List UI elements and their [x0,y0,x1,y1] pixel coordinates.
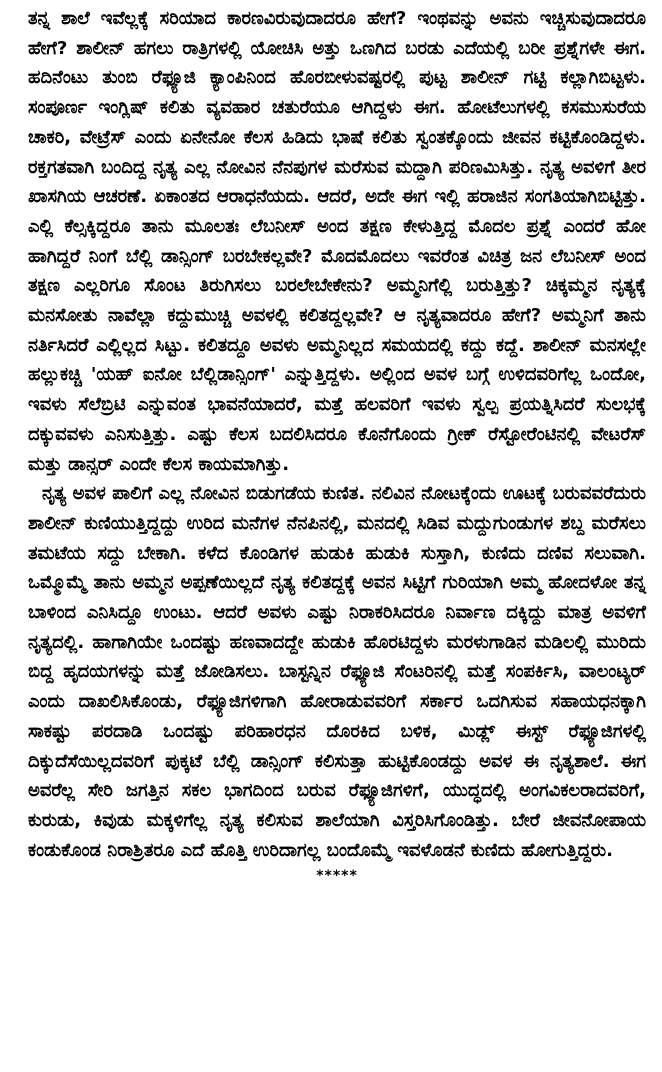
paragraph-2: ನೃತ್ಯ ಅವಳ ಪಾಲಿಗೆ ಎಲ್ಲ ನೋವಿನ ಬಿಡುಗಡೆಯ ಕುಣಿತ. ನಲಿವಿನ ನೋಟಕ್ಕೆಂದು ಊಟಕ್ಕೆ ಬರುವವರೆದುರು ಶಾಲೀನ್ ಕುಣಿಯುತ್ತಿದ್ದದ್ದು ಉರಿದ ಮನೆಗಳ ನೆನಪಿನಲ್ಲಿ, ಮನದಲ್ಲಿ ಸಿಡಿವ ಮದ್ದುಗುಂಡುಗಳ ಶಬ್ದ ಮರೆಸಲು ತಮಟೆಯ ಸದ್ದು ಬೇಕಾಗಿ. ಕಳೆದ ಕೊಂಡಿಗಳ ಹುಡುಕಿ ಹುಡುಕಿ ಸುಸ್ತಾಗಿ, ಕುಣಿದು ದಣಿವ ಸಲುವಾಗಿ. ಒಮ್ಮೊಮ್ಮೆ ತಾನು ಅಮ್ಮನ ಅಪ್ಪಣೆಯಿಲ್ಲದೆ ನೃತ್ಯ ಕಲಿತದ್ದಕ್ಕೆ ಅವನ ಸಿಟ್ಟಿಗೆ ಗುರಿಯಾಗಿ ಅಮ್ಮ ಹೋದಳೋ ತನ್ನ ಬಾಳಿಂದ ಎನಿಸಿದ್ದೂ ಉಂಟು. ಆದರೆ ಅವಳು ಎಷ್ಟು ನಿರಾಕರಿಸಿದರೂ ನಿರ್ವಾಣ ದಕ್ಕಿದ್ದು ಮಾತ್ರ ಅವಳಿಗೆ ನೃತ್ಯದಲ್ಲಿ. ಹಾಗಾಗಿಯೇ ಒಂದಷ್ಟು ಹಣವಾದದ್ದೇ ಹುಡುಕಿ ಹೊರಟಿದ್ದಳು ಮರಳುಗಾಡಿನ ಮಡಿಲಲ್ಲಿ ಮುರಿದು ಬಿದ್ದ ಹೃದಯಗಳನ್ನು ಮತ್ತೆ ಜೋಡಿಸಲು. ಬಾಸ್ಟನ್ನಿನ ರೆಫ್ಯೂಜಿ ಸೆಂಟರಿನಲ್ಲಿ ಮತ್ತೆ ಸಂಪರ್ಕಿಸಿ, ವಾಲಂಟ್ಯರ್ ಎಂದು ದಾಖಲಿಸಿಕೊಂಡು, ರೆಫ್ಯೂಜಿಗಳಿಗಾಗಿ ಹೋರಾಡುವವರಿಗೆ ಸರ್ಕಾರ ಒದಗಿಸುವ ಸಹಾಯಧನಕ್ಕಾಗಿ ಸಾಕಷ್ಟು ಪರದಾಡಿ ಒಂದಷ್ಟು ಪರಿಹಾರಧನ ದೊರಕಿದ ಬಳಿಕ, ಮಿಡ್ಲ್ ಈಸ್ಟ್ ರೆಫ್ಯೂಜಿಗಳಲ್ಲಿ ದಿಕ್ಕುದೆಸೆಯಿಲ್ಲದವರಿಗೆ ಪುಕ್ಕಟೆ ಬೆಲ್ಲಿ ಡಾನ್ಸಿಂಗ್ ಕಲಿಸುತ್ತಾ ಹುಟ್ಟಿಕೊಂಡದ್ದು ಅವಳ ಈ ನೃತ್ಯಶಾಲೆ. ಈಗ ಅವರೆಲ್ಲ ಸೇರಿ ಜಗತ್ತಿನ ಸಕಲ ಭಾಗದಿಂದ ಬರುವ ರೆಫ್ಯೂಜಿಗಳಿಗೆ, ಯುದ್ಧದಲ್ಲಿ ಅಂಗವಿಕಲರಾದವರಿಗೆ, ಕುರುಡು, ಕಿವುಡು ಮಕ್ಕಳಿಗೆಲ್ಲ ನೃತ್ಯ ಕಲಿಸುವ ಶಾಲೆಯಾಗಿ ವಿಸ್ತರಿಸಿಗೊಂಡಿತ್ತು. ಬೇರೆ ಜೀವನೋಪಾಯ ಕಂಡುಕೊಂಡ ನಿರಾಶ್ರಿತರೂ ಎದೆ ಹೊತ್ತಿ ಉರಿದಾಗಲ್ಲ ಬಂದೊಮ್ಮೆ ಇವಳೊಡನೆ ಕುಣಿದು ಹೋಗುತ್ತಿದ್ದರು. [28,483,646,861]
paragraph-1: ತನ್ನ ಶಾಲೆ ಇವೆಲ್ಲಕ್ಕೆ ಸರಿಯಾದ ಕಾರಣವಿರುವುದಾದರೂ ಹೇಗೆ? ಇಂಥವನ್ನು ಅವನು ಇಚ್ಚಿಸುವುದಾದರೂ ಹೇಗೆ? ಶಾಲೀನ್ ಹಗಲು ರಾತ್ರಿಗಳಲ್ಲಿ ಯೋಚಿಸಿ ಅತ್ತು ಒಣಗಿದ ಬರಡು ಎದೆಯಲ್ಲಿ ಬರೀ ಪ್ರಶ್ನೆಗಳೇ ಈಗ. ಹದಿನೆಂಟು ತುಂಬಿ ರೆಫ್ಯೂಜಿ ಕ್ಯಾಂಪಿನಿಂದ ಹೊರಬೀಳುವಷ್ಟರಲ್ಲಿ ಪುಟ್ಟ ಶಾಲೀನ್ ಗಟ್ಟಿ ಕಲ್ಲಾಗಿಬಿಟ್ಟಳು. ಸಂಪೂರ್ಣ ಇಂಗ್ಲಿಷ್ ಕಲಿತು ವ್ಯವಹಾರ ಚತುರೆಯೂ ಆಗಿದ್ದಳು ಈಗ. ಹೋಟೆಲುಗಳಲ್ಲಿ ಕಸಮುಸುರೆಯ ಚಾಕರಿ, ವೇಟ್ರೆಸ್ ಎಂದು ಏನೇನೋ ಕೆಲಸ ಹಿಡಿದು ಭಾಷೆ ಕಲಿತು ಸ್ವಂತಕ್ಕೊಂದು ಜೀವನ ಕಟ್ಟಿಕೊಂಡಿದ್ದಳು. ರಕ್ತಗತವಾಗಿ ಬಂದಿದ್ದ ನೃತ್ಯ ಎಲ್ಲ ನೋವಿನ ನೆನಪುಗಳ ಮರೆಸುವ ಮದ್ದಾಗಿ ಪರಿಣಮಿಸಿತ್ತು. ನೃತ್ಯ ಅವಳಿಗೆ ತೀರ ಖಾಸಗಿಯ ಆಚರಣೆ. ಏಕಾಂತದ ಆರಾಧನೆಯದು. ಆದರೆ, ಅದೇ ಈಗ ಇಲ್ಲಿ ಹರಾಜಿನ ಸಂಗತಿಯಾಗಿಬಿಟ್ಟಿತ್ತು. ಎಲ್ಲಿ ಕೆಲ್ಸಕ್ಕಿದ್ದರೂ ತಾನು ಮೂಲತಃ ಲೆಬನೀಸ್ ಅಂದ ತಕ್ಷಣ ಕೇಳುತ್ತಿದ್ದ ಮೊದಲ ಪ್ರಶ್ನೆ ಎಂದರೆ ಹೋ ಹಾಗಿದ್ದರೆ ನಿಂಗೆ ಬೆಲ್ಲಿ ಡಾನ್ಸಿಂಗ್ ಬರಬೇಕಲ್ಲವೇ? ಮೊದಮೊದಲು ಇವರೆಂತ ವಿಚಿತ್ರ ಜನ ಲೆಬನೀಸ್ ಅಂದ ತಕ್ಷಣ ಎಲ್ಲರಿಗೂ ಸೊಂಟ ತಿರುಗಿಸಲು ಬರಲೇಬೇಕೇನು? ಅಮ್ಮನಿಗೆಲ್ಲಿ ಬರುತ್ತಿತ್ತು? ಚಿಕ್ಕಮ್ಮನ ನೃತ್ಯಕ್ಕೆ ಮನಸೋತು ನಾವೆಲ್ಲಾ ಕದ್ದುಮುಚ್ಚಿ ಅವಳಲ್ಲಿ ಕಲಿತದ್ದಲ್ಲವೇ? ಆ ನೃತ್ಯವಾದರೂ ಹೇಗೆ? ಅಮ್ಮನಿಗೆ ತಾನು ನರ್ತಿಸಿದರೆ ಎಲ್ಲಿಲ್ಲದ ಸಿಟ್ಟು. ಕಲಿತದ್ದೂ ಅವಳು ಅಮ್ಮನಿಲ್ಲದ ಸಮಯದಲ್ಲಿ ಕದ್ದು ಕದ್ದೆ. ಶಾಲೀನ್ ಮನಸಲ್ಲೇ ಹಲ್ಲುಕಚ್ಚಿ 'ಯಹ್ ಐನೋ ಬೆಲ್ಲಿಡಾನ್ಸಿಂಗ್' ಎನ್ನುತ್ತಿದ್ದಳು. ಅಲ್ಲಿಂದ ಅವಳ ಬಗ್ಗೆ ಉಳಿದವರಿಗೆಲ್ಲ ಒಂದೋ, ಇವಳು ಸೆಲೆಬ್ರಿಟಿ ಎನ್ನುವಂತ ಭಾವನೆಯಾದರೆ, ಮತ್ತೆ ಹಲವರಿಗೆ ಇವಳು ಸ್ವಲ್ಪ ಪ್ರಯತ್ನಿಸಿದರೆ ಸುಲಭಕ್ಕೆ ದಕ್ಕುವವಳು ಎನಿಸುತ್ತಿತ್ತು. ಎಷ್ಟು ಕೆಲಸ ಬದಲಿಸಿದರೂ ಕೊನೆಗೊಂದು ಗ್ರೀಕ್ ರೆಸ್ಟೋರೆಂಟಿನಲ್ಲಿ ವೇಟರೆಸ್ ಮತ್ತು ಡಾನ್ಸರ್ ಎಂದೇ ಕೆಲಸ ಕಾಯಮಾಗಿತ್ತು. [28,8,646,475]
section-separator: ***** [316,868,358,885]
